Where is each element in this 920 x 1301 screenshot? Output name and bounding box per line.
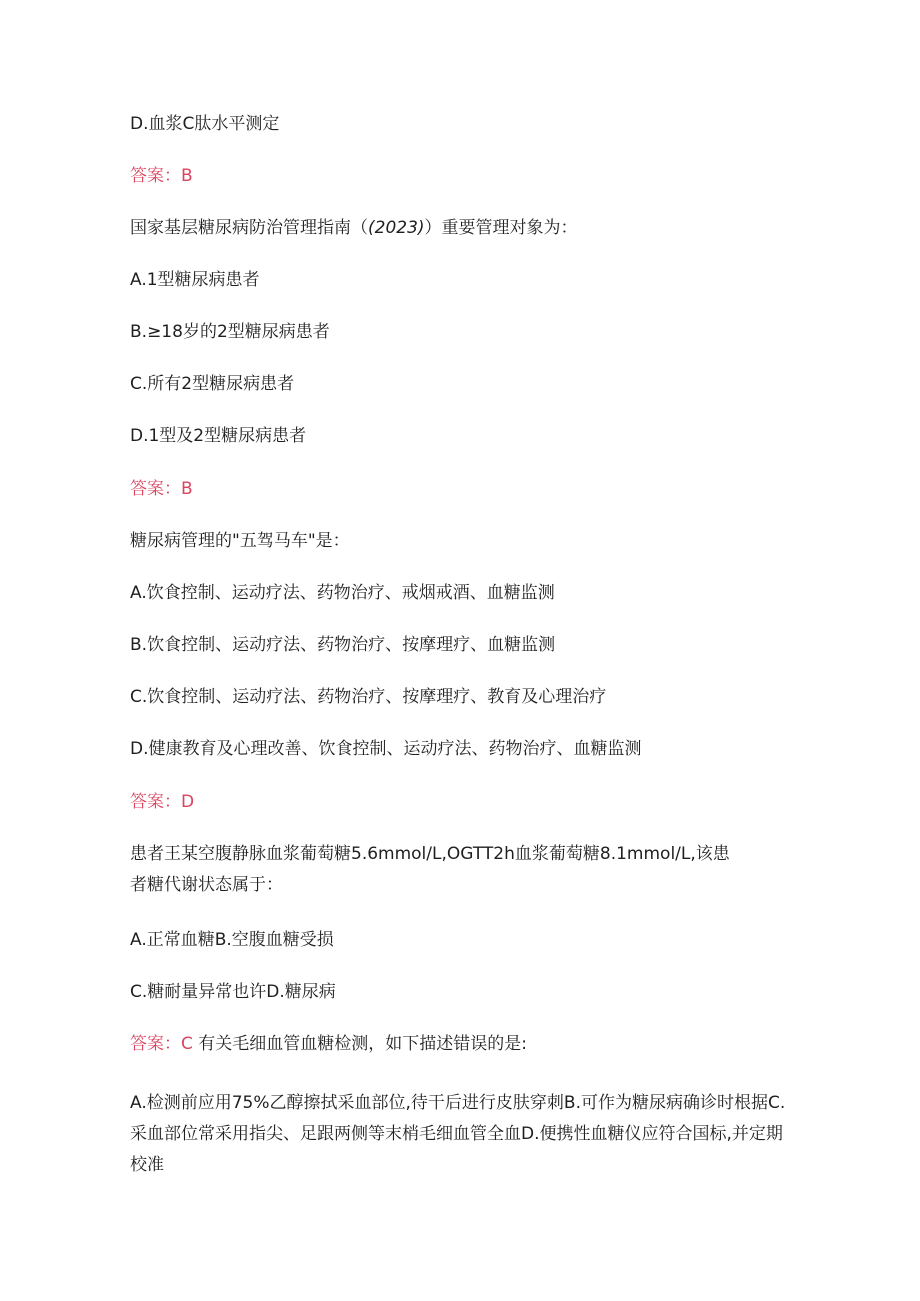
q4-question: 有关毛细血管血糖检测，如下描述错误的是: [198,1034,528,1054]
q2-question: 糖尿病管理的"五驾马车"是： [130,531,350,551]
q1-option-c: C.所有2型糖尿病患者 [130,374,295,394]
q1-option-a: A.1型糖尿病患者 [130,270,260,290]
q2-option-d: D.健康教育及心理改善、饮食控制、运动疗法、药物治疗、血糖监测 [130,739,642,759]
q0-answer: 答案：B [130,166,193,186]
q2-option-b: B.饮食控制、运动疗法、药物治疗、按摩理疗、血糖监测 [130,635,556,655]
q1-option-b: B.≥18岁的2型糖尿病患者 [130,322,330,342]
q3-question-line-2: 者糖代谢状态属于： [130,875,283,895]
q1-question-year: (2023) [368,218,425,238]
q1-option-d: D.1型及2型糖尿病患者 [130,426,307,446]
q1-question-part-b: ）重要管理对象为： [424,218,578,238]
q2-option-a: A.饮食控制、运动疗法、药物治疗、戒烟戒酒、血糖监测 [130,583,555,603]
q3-answer: 答案：C [130,1034,193,1054]
q1-answer: 答案：B [130,479,193,499]
q2-answer: 答案：D [130,792,195,812]
q1-question [130,217,578,239]
q0-option-d: D.血浆C肽水平测定 [130,114,280,134]
q3-answer-and-q4-question [130,1033,527,1055]
q4-options: A.检测前应用75%乙醇擦拭采血部位,待干后进行皮肤穿刺B.可作为糖尿病确诊时根据C.采血部位常采用指尖、足跟两侧等末梢毛细血管全血D.便携性血糖仪应符合国标,并定期校准 [130,1093,786,1175]
q3-options-cd: C.糖耐量异常也许D.糖尿病 [130,982,336,1002]
q1-question-part-a: 国家基层糖尿病防治管理指南（ [130,218,368,238]
q2-option-c: C.饮食控制、运动疗法、药物治疗、按摩理疗、教育及心理治疗 [130,687,607,707]
q3-options-ab: A.正常血糖B.空腹血糖受损 [130,930,334,950]
q3-question-line-1: 患者王某空腹静脉血浆葡萄糖5.6mmol/L,OGTT2h血浆葡萄糖8.1mmol/L,该患 [130,844,730,864]
